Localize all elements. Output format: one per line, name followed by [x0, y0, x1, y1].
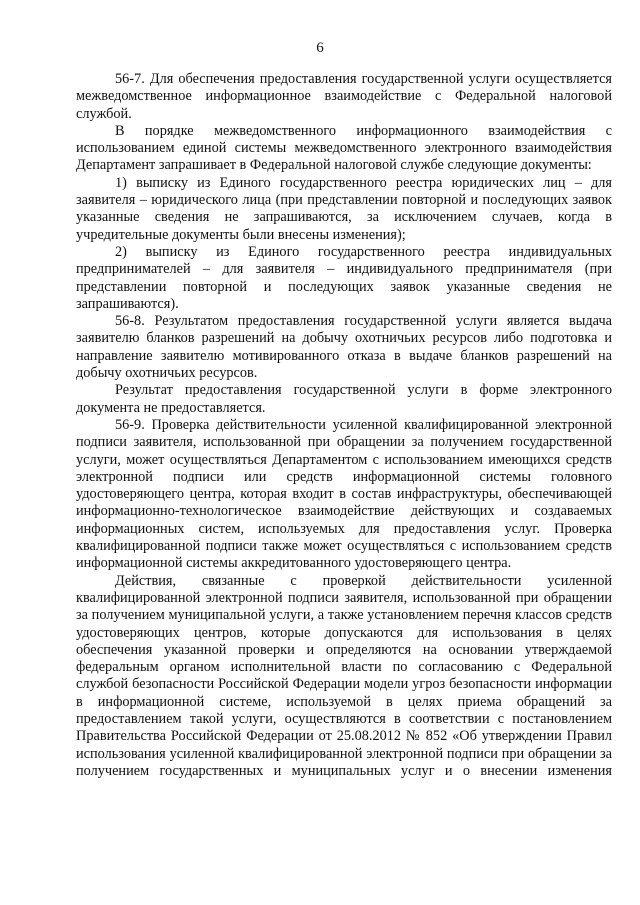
paragraph-actions-signature-check: Действия, связанные с проверкой действительности усиленной квалифицированной электронной подписи заявителя, использованной при обращении за получением муниципальной услуги, а также установлением перечня классов средств удостоверяющих центров, которые допускаются для использования в целях обеспечения указанной проверки и определяются на основании утверждаемой федеральным органом исполнительной власти по согласованию с Федеральной службой безопасности Российской Федерации модели угроз безопасности информации в информационной системе, используемой в целях приема обращений за предоставлением такой услуги, осуществляются в соответствии с постановлением Правительства Российской Федерации от 25.08.2012 № 852 «Об утверждении Правил использования усиленной квалифицированной электронной подписи при обращении за получением государственных и муниципальных услуг и о внесении изменения: [76, 572, 612, 779]
document-body: [76, 71, 612, 780]
paragraph-56-8: 56-8. Результатом предоставления государственной услуги является выдача заявителю бланков разрешений на добычу охотничьих ресурсов либо подготовка и направление заявителю мотивированного отказа в выдаче бланков разрешений на добычу охотничьих ресурсов.: [76, 313, 612, 382]
paragraph-interaction-order: В порядке межведомственного информационного взаимодействия с использованием единой системы межведомственного электронного взаимодействия Департамент запрашивает в Федеральной налоговой службе следующие документы:: [76, 122, 612, 174]
paragraph-56-9: 56-9. Проверка действительности усиленной квалифицированной электронной подписи заявителя, использованной при обращении за получением государственной услуги, может осуществляться Департаментом с использованием имеющихся средств электронной подписи или средств информационной системы головного удостоверяющего центра, которая входит в состав инфраструктуры, обеспечивающей информационно-технологическое взаимодействие действующих и создаваемых информационных систем, используемых для предоставления услуг. Проверка квалифицированной подписи также может осуществляться с использованием средств информационной системы аккредитованного удостоверяющего центра.: [76, 416, 612, 572]
paragraph-56-7: 56-7. Для обеспечения предоставления государственной услуги осуществляется межведомственное информационное взаимодействие с Федеральной налоговой службой.: [76, 71, 612, 122]
paragraph-item-1-legal-entities: 1) выписку из Единого государственного реестра юридических лиц – для заявителя – юридического лица (при представлении повторной и последующих заявок указанные сведения не запрашиваются, за исключением случаев, когда в учредительные документы были внесены изменения);: [76, 174, 612, 243]
paragraph-item-2-entrepreneurs: 2) выписку из Единого государственного реестра индивидуальных предпринимателей – для заявителя – индивидуального предпринимателя (при представлении повторной и последующих заявок указанные сведения не запрашиваются).: [76, 243, 612, 312]
paragraph-electronic-result: Результат предоставления государственной услуги в форме электронного документа не предоставляется.: [76, 382, 612, 416]
page-number: 6: [316, 40, 324, 56]
